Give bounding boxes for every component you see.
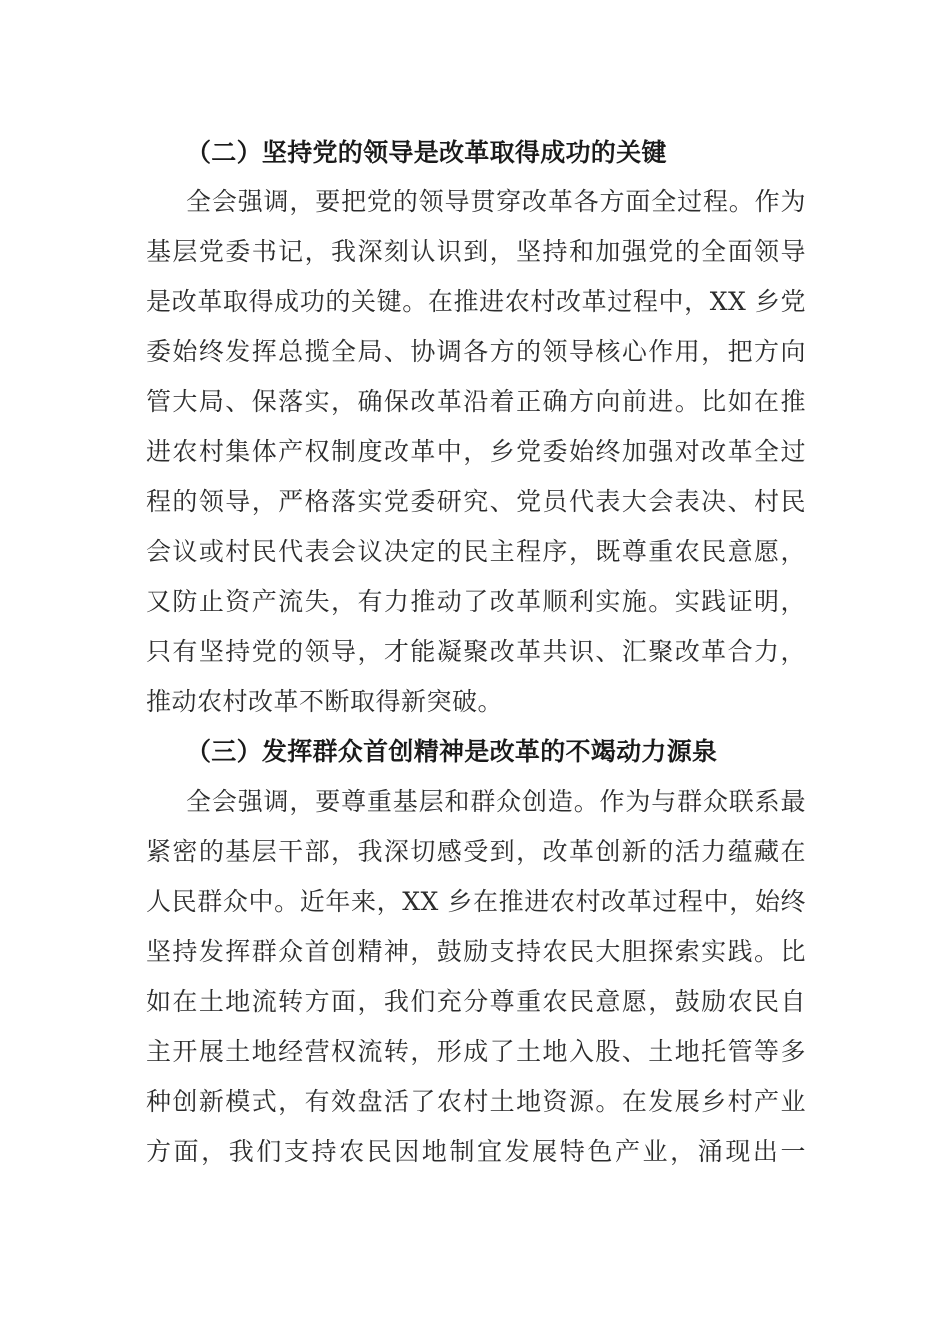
section-2-line-7: 程的领导，严格落实党委研究、党员代表大会表决、村民 — [146, 487, 806, 516]
section-2-line-4: 委始终发挥总揽全局、协调各方的领导核心作用，把方向 — [146, 337, 806, 366]
section-2-line-3: 是改革取得成功的关键。在推进农村改革过程中，XX 乡党 — [146, 287, 806, 316]
section-2-line-10: 只有坚持党的领导，才能凝聚改革共识、汇聚改革合力， — [146, 637, 806, 666]
section-2-line-8: 会议或村民代表会议决定的民主程序，既尊重农民意愿， — [146, 537, 806, 566]
section-2-line-2: 基层党委书记，我深刻认识到，坚持和加强党的全面领导 — [146, 237, 806, 266]
section-3-line-3: 人民群众中。近年来，XX 乡在推进农村改革过程中，始终 — [146, 887, 806, 916]
section-3-line-2: 紧密的基层干部，我深切感受到，改革创新的活力蕴藏在 — [146, 837, 806, 866]
section-2-line-5: 管大局、保落实，确保改革沿着正确方向前进。比如在推 — [146, 387, 806, 416]
section-3-line-4: 坚持发挥群众首创精神，鼓励支持农民大胆探索实践。比 — [146, 937, 806, 966]
section-3-line-5: 如在土地流转方面，我们充分尊重农民意愿，鼓励农民自 — [146, 987, 806, 1016]
section-3-line-8: 方面，我们支持农民因地制宜发展特色产业，涌现出一 — [146, 1137, 806, 1166]
section-2-line-11: 推动农村改革不断取得新突破。 — [146, 687, 504, 716]
section-3-line-6: 主开展土地经营权流转，形成了土地入股、土地托管等多 — [146, 1037, 806, 1066]
section-2-line-1: 全会强调，要把党的领导贯穿改革各方面全过程。作为 — [186, 187, 806, 216]
section-2-line-9: 又防止资产流失，有力推动了改革顺利实施。实践证明， — [146, 587, 806, 616]
section-2-heading: （二）坚持党的领导是改革取得成功的关键 — [186, 138, 667, 167]
section-3-heading: （三）发挥群众首创精神是改革的不竭动力源泉 — [186, 737, 718, 766]
section-3-line-7: 种创新模式，有效盘活了农村土地资源。在发展乡村产业 — [146, 1087, 806, 1116]
section-3-line-1: 全会强调，要尊重基层和群众创造。作为与群众联系最 — [186, 787, 806, 816]
section-2-line-6: 进农村集体产权制度改革中，乡党委始终加强对改革全过 — [146, 437, 806, 466]
